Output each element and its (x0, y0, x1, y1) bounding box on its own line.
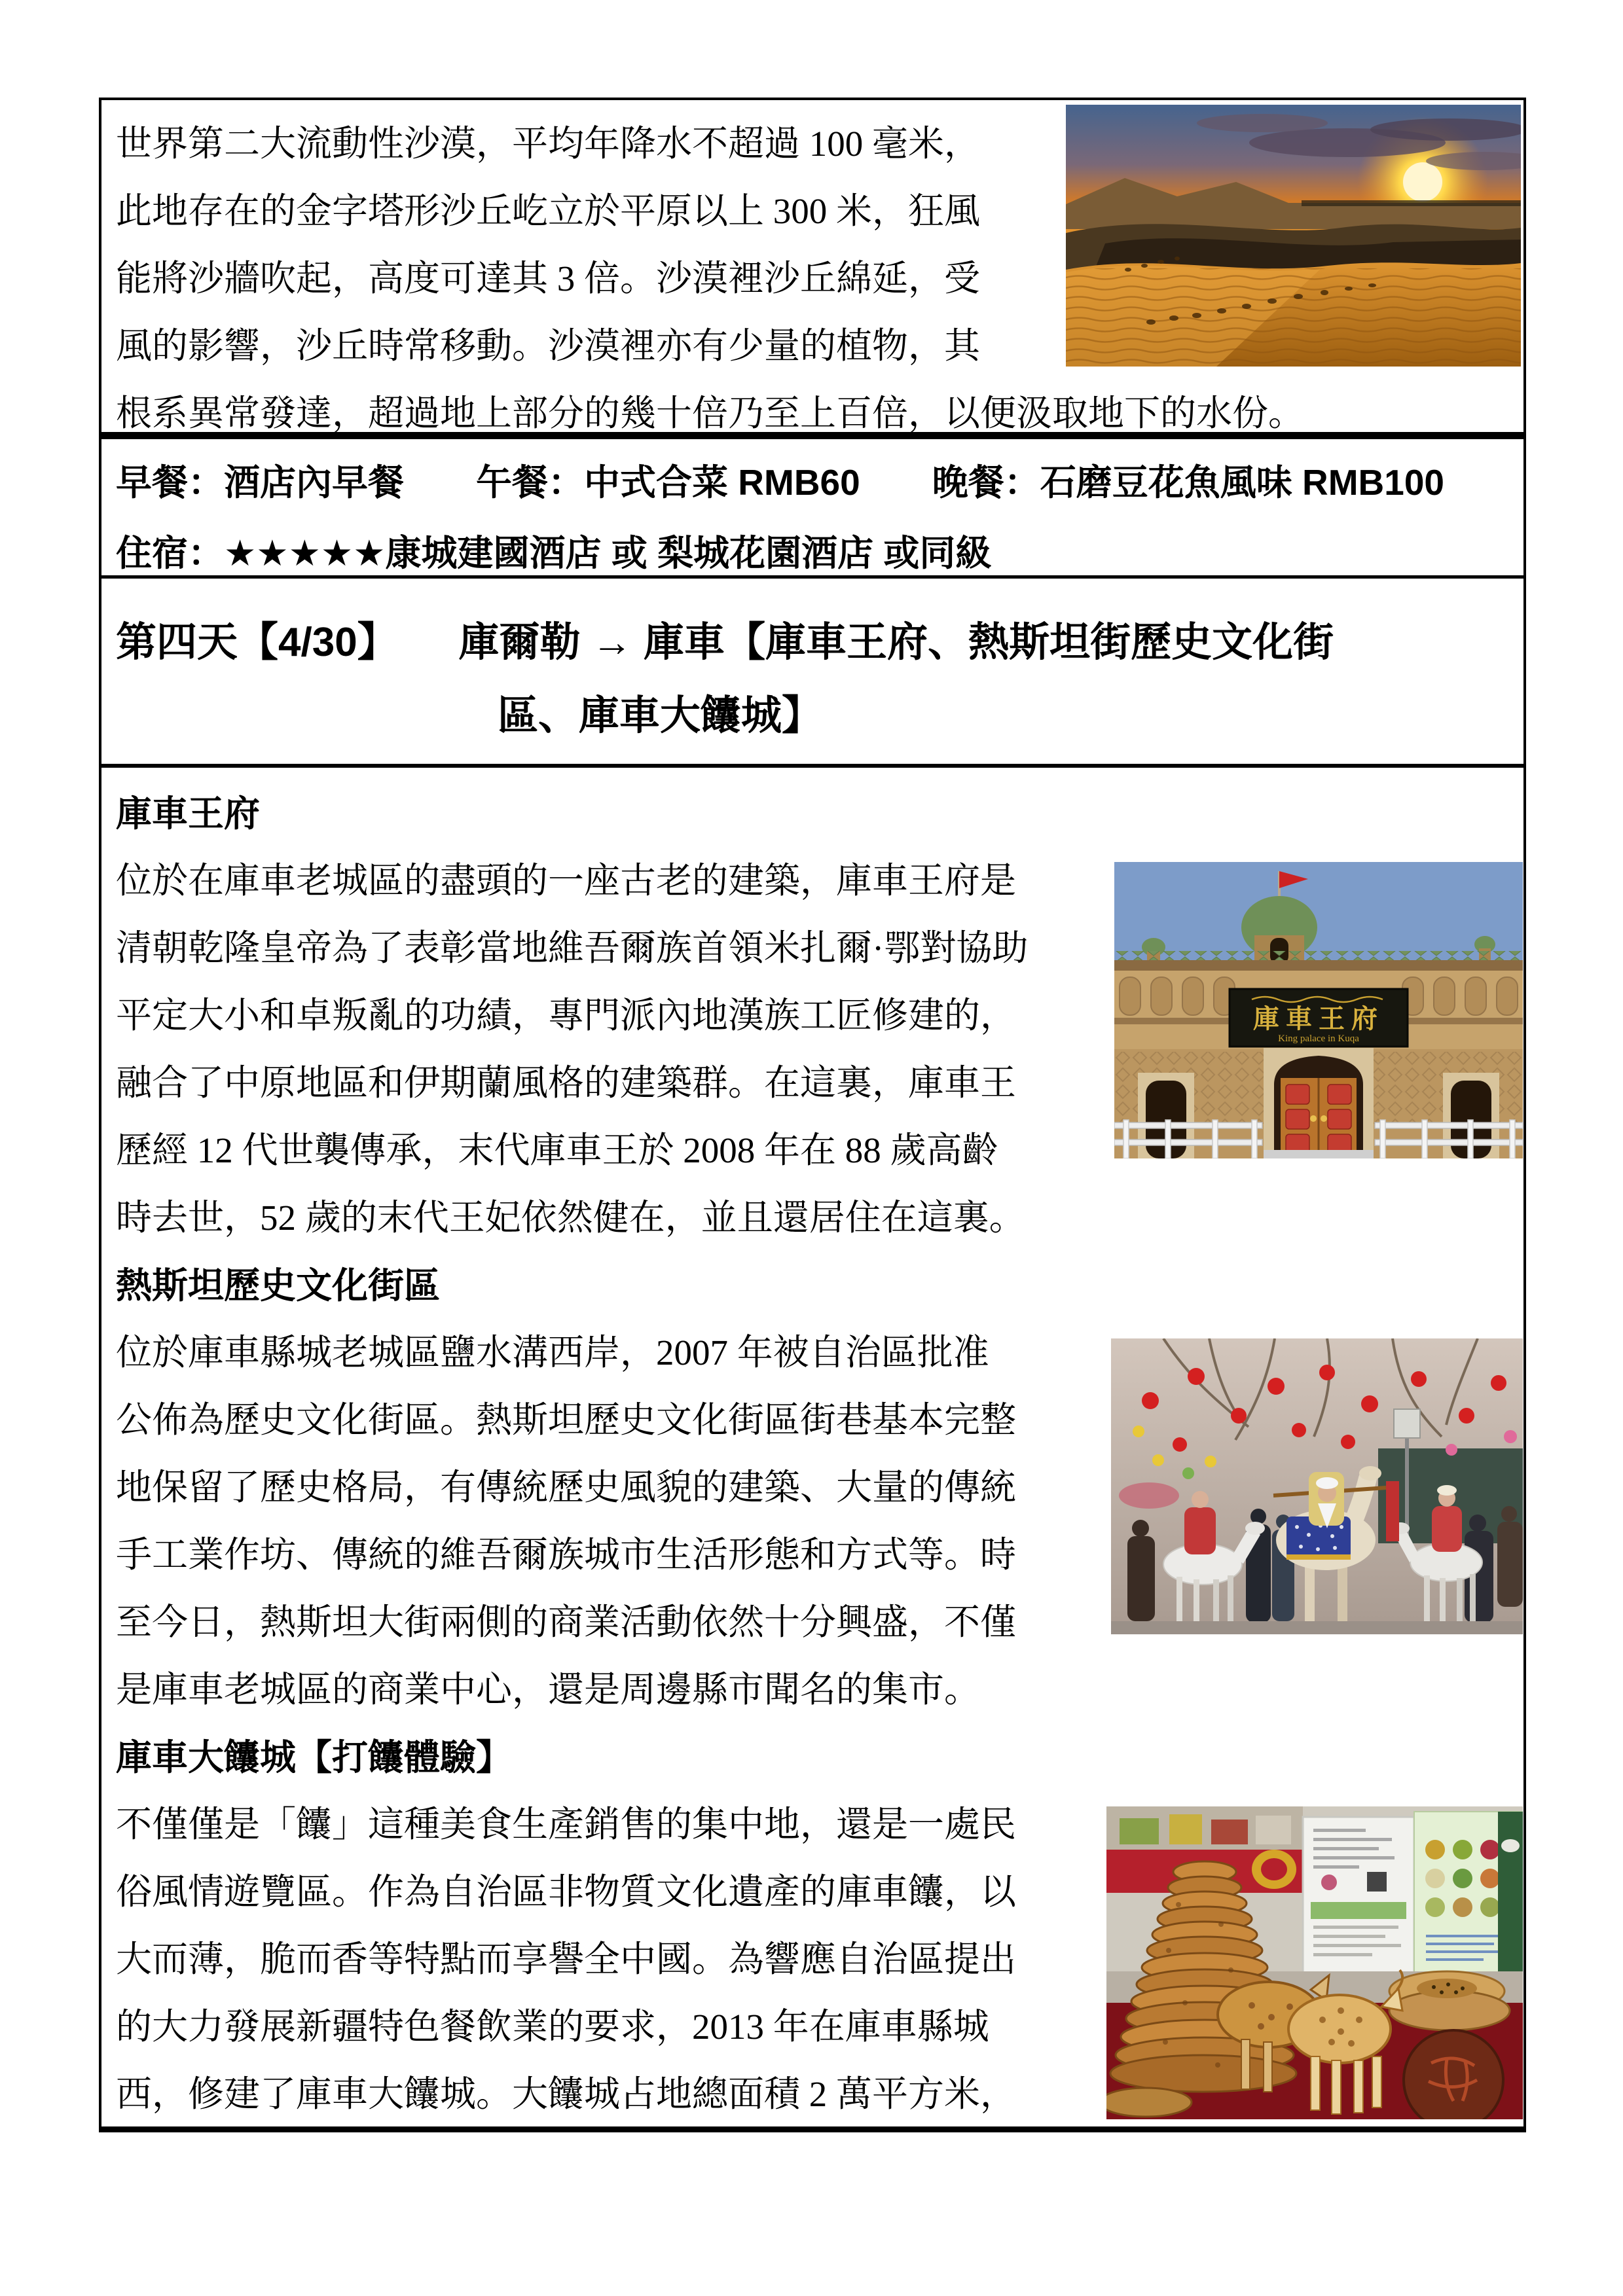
text-line: 手工業作坊、傳統的維吾爾族城市生活形態和方式等。時 (116, 1535, 1017, 1575)
text-line: 融合了中原地區和伊期蘭風格的建築群。在這裏，庫車王 (116, 1063, 1017, 1103)
text-line: 平定大小和卓叛亂的功績，專門派內地漢族工匠修建的， (116, 996, 1017, 1035)
row-divider (99, 575, 1526, 579)
palace-sign-english: King palace in Kuqa (1278, 1033, 1359, 1044)
dark-naan (1404, 2030, 1503, 2119)
meals-line: 早餐：酒店內早餐 午餐：中式合菜 RMB60 晚餐：石磨豆花魚風味 RMB100 (116, 462, 1445, 503)
text-line: 大而薄，脆而香等特點而享譽全中國。為響應自治區提出 (116, 1939, 1017, 1979)
section-heading: 熱斯坦歷史文化街區 (116, 1265, 441, 1306)
kuche-palace-photo (1114, 862, 1523, 1158)
desert-text-line: 此地存在的金字塔形沙丘屹立於平原以上 300 米，狂風 (116, 191, 981, 231)
row-divider (99, 764, 1526, 768)
desert-text-line: 風的影響，沙丘時常移動。沙漠裡亦有少量的植物，其 (116, 326, 981, 366)
desert-sunset-photo (1066, 105, 1521, 367)
text-line: 清朝乾隆皇帝為了表彰當地維吾爾族首領米扎爾·鄂對協助 (116, 928, 1029, 968)
desert-text-line: 根系異常發達，超過地上部分的幾十倍乃至上百倍，以便汲取地下的水份。 (116, 393, 1305, 433)
section-heading: 庫車大饢城【打饢體驗】 (116, 1737, 513, 1778)
text-line: 時去世，52 歲的末代王妃依然健在，並且還居住在這裏。 (116, 1198, 1025, 1238)
desert-text-line: 世界第二大流動性沙漠，平均年降水不超過 100 毫米， (116, 124, 981, 164)
text-line: 不僅僅是「饢」這種美食生產銷售的集中地，還是一處民 (116, 1804, 1017, 1844)
text-line: 歷經 12 代世襲傳承，末代庫車王於 2008 年在 88 歲高齡 (116, 1130, 998, 1170)
text-line: 俗風情遊覽區。作為自治區非物質文化遺產的庫車饢，以 (116, 1872, 1017, 1912)
text-line: 西，修建了庫車大饢城。大饢城占地總面積 2 萬平方米， (116, 2074, 1017, 2114)
desert-text-line: 能將沙牆吹起，高度可達其 3 倍。沙漠裡沙丘綿延，受 (116, 259, 981, 298)
lodging-line: 住宿：★★★★★康城建國酒店 或 梨城花園酒店 或同級 (116, 533, 992, 573)
text-line: 的大力發展新疆特色餐飲業的要求，2013 年在庫車縣城 (116, 2007, 989, 2047)
day-title-line2: 區、庫車大饢城】 (498, 693, 823, 738)
section-heading: 庫車王府 (116, 793, 261, 834)
text-line: 地保留了歷史格局，有傳統歷史風貌的建築、大量的傳統 (116, 1467, 1017, 1507)
naan-city-photo (1106, 1806, 1523, 2119)
day-title-line1: 第四天【4/30】 庫爾勒 → 庫車【庫車王府、熱斯坦街歷史文化街 (116, 620, 1334, 665)
text-line: 公佈為歷史文化街區。熱斯坦歷史文化街區街巷基本完整 (116, 1400, 1017, 1440)
text-line: 至今日，熱斯坦大街兩側的商業活動依然十分興盛，不僅 (116, 1602, 1017, 1642)
resitan-street-photo (1111, 1338, 1523, 1634)
text-line: 位於在庫車老城區的盡頭的一座古老的建築，庫車王府是 (116, 861, 1017, 901)
text-line: 是庫車老城區的商業中心，還是周邊縣市聞名的集市。 (116, 1670, 981, 1710)
palace-sign-chinese: 庫車王府 (1253, 1004, 1384, 1033)
text-line: 位於庫車縣城老城區鹽水溝西岸，2007 年被自治區批准 (116, 1333, 989, 1372)
